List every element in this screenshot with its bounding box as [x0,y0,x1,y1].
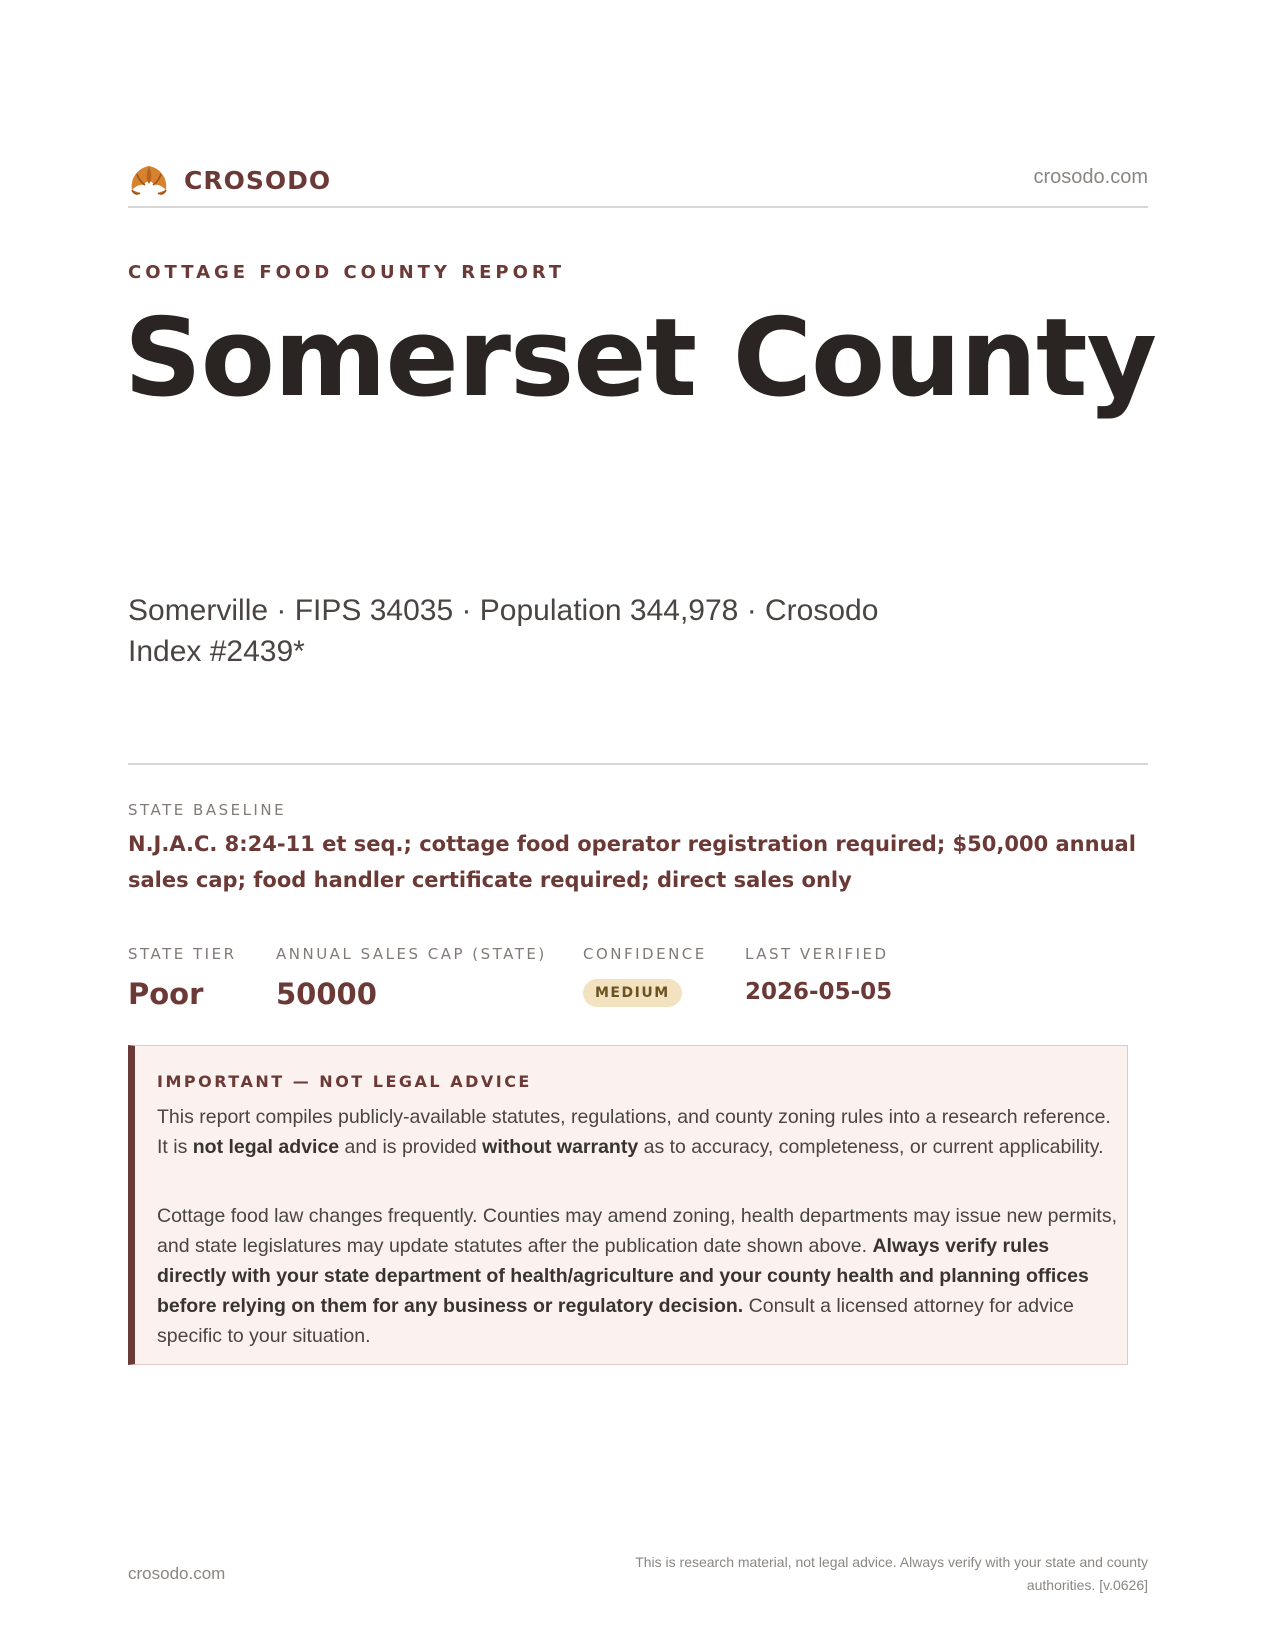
stat-label: ANNUAL SALES CAP (STATE) [276,945,547,963]
stat-value: 50000 [276,977,377,1011]
notice-paragraph: This report compiles publicly-available statutes, regulations, and county zoning rules into a research reference. It is not legal advice and is provided without warranty as to accuracy, completeness, or current applicability. [157,1106,1111,1158]
county-subtitle: Somerville · FIPS 34035 · Population 344,978 · Crosodo Index #2439* [128,594,879,668]
footer-url[interactable]: crosodo.com [128,1564,226,1583]
stat-state-tier [128,945,237,1011]
stat-value: 2026-05-05 [745,979,893,1005]
croissant-icon [128,160,170,200]
confidence-badge: MEDIUM [583,979,682,1007]
state-baseline-label: STATE BASELINE [128,801,287,819]
stat-sales-cap [276,945,547,1011]
stat-label: LAST VERIFIED [745,945,889,963]
stat-label: STATE TIER [128,945,237,963]
header-url[interactable]: crosodo.com [1033,166,1148,188]
stat-label: CONFIDENCE [583,945,707,963]
footer-disclaimer: This is research material, not legal advice. Always verify with your state and county authorities. [v.0626] [635,1554,1148,1593]
notice-paragraph: Cottage food law changes frequently. Counties may amend zoning, health departments may issue new permits, and state legislatures may update statutes after the publication date shown above. Always verify rules directly with your state department of health/agriculture and your county health and planning offices before relying on them for any business or regulatory decision. Consult a licensed attorney for advice specific to your situation. [157,1205,1117,1347]
page-header [128,160,1148,208]
section-divider [128,763,1148,765]
notice-title: IMPORTANT — NOT LEGAL ADVICE [157,1072,532,1091]
page-title: Somerset County [124,296,1157,421]
state-baseline-text: N.J.A.C. 8:24-11 et seq.; cottage food operator registration required; $50,000 annual sales cap; food handler certificate required; direct sales only [128,832,1136,892]
stat-value: Poor [128,977,204,1011]
brand-name: CROSODO [184,165,332,195]
legal-notice [128,1045,1128,1365]
report-type-label: COTTAGE FOOD COUNTY REPORT [128,262,566,283]
stat-confidence [583,945,707,1007]
stat-last-verified [745,945,892,1005]
report-page [124,0,1157,1650]
brand [128,160,331,200]
